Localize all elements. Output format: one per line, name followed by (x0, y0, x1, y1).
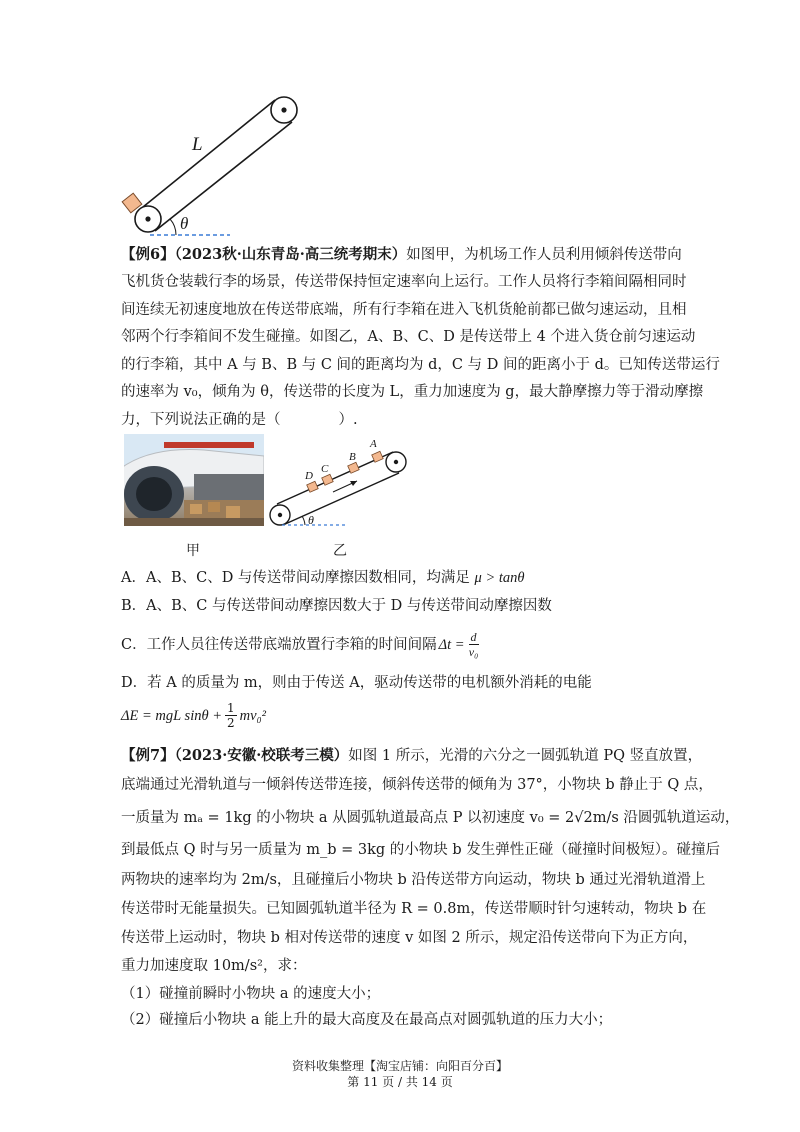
label-C: C (321, 463, 329, 475)
option-c-numerator: d (470, 630, 477, 644)
example-7-first-line (121, 746, 702, 766)
pulley-center-a (278, 513, 282, 517)
option-a-formula: μ > tanθ (474, 570, 525, 586)
example-6-first-line (121, 245, 682, 265)
example-7-text-5: 传送带时无能量损失。已知圆弧轨道半径为 R = 0.8m，传送带顺时针匀速转动，物块 b 在 (121, 901, 707, 917)
angle-label-theta: θ (180, 214, 189, 233)
example-7-text-0: 如图 1 所示，光滑的六分之一圆弧轨道 PQ 竖直放置， (348, 748, 703, 764)
label-B: B (349, 451, 356, 463)
angle-arc-2 (302, 516, 305, 525)
option-d-formula-tail: mv₀² (239, 707, 266, 724)
example-6-text-3: 邻两个行李箱间不发生碰撞。如图乙，A、B、C、D 是传送带上 4 个进入货仓前匀速运动 (121, 329, 696, 345)
photo-illustration (124, 434, 264, 526)
option-c-text: C．工作人员往传送带底端放置行李箱的时间间隔 (121, 636, 437, 653)
example-6-text-4: 的行李箱，其中 A 与 B、B 与 C 间的距离均为 d，C 与 D 间的距离小于 d。已知传送带运行 (121, 357, 720, 373)
label-D: D (305, 470, 313, 482)
label-A: A (370, 438, 377, 450)
airport-loading-photo (124, 434, 264, 526)
example-6-text-6: 力，下列说法正确的是（ ）. (121, 412, 358, 428)
option-d-numerator: 1 (227, 701, 235, 715)
example-6-source: （2023秋·山东青岛·高三统考期末） (174, 246, 407, 263)
option-d-formula (121, 701, 266, 730)
example-7-tag: 【例7】 (121, 747, 175, 764)
option-a-text: A．A、B、C、D 与传送带间动摩擦因数相同，均满足 (121, 570, 470, 586)
label-theta-2: θ (308, 513, 314, 527)
angle-arc (170, 219, 176, 235)
caption-yi: 乙 (333, 543, 347, 559)
example-7-text-3: 到最低点 Q 时与另一质量为 m_b = 3kg 的小物块 b 发生弹性正碰（碰撞时间极短）。碰撞后 (121, 842, 721, 858)
option-c-denominator: v₀ (468, 645, 479, 659)
belt-outline (135, 97, 297, 232)
option-d-formula-lhs: ΔE = mgL sinθ + (121, 707, 223, 724)
example-7-text-4: 两物块的速率均为 2m/s，且碰撞后小物块 b 沿传送带方向运动，物块 b 通过光滑轨道滑上 (121, 872, 706, 888)
option-d: D．若 A 的质量为 m，则由于传送 A，驱动传送带的电机额外消耗的电能 (121, 675, 592, 691)
pulley-center-top (281, 107, 286, 112)
option-d-denominator: 2 (227, 716, 235, 730)
conveyor-figure-2 (265, 430, 415, 530)
option-d-fraction (225, 701, 237, 730)
example-6-text-5: 的速率为 v₀，倾角为 θ，传送带的长度为 L，重力加速度为 g，最大静摩擦力等于滑动摩擦 (121, 384, 704, 400)
example-6-text-0: 如图甲，为机场工作人员利用倾斜传送带向 (406, 247, 682, 263)
example-6-text-2: 间连续无初速度地放在传送带底端，所有行李箱在进入飞机货舱前都已做匀速运动，且相 (121, 302, 687, 318)
example-6-text-1: 飞机货仓装载行李的场景，传送带保持恒定速率向上运行。工作人员将行李箱间隔相同时 (121, 274, 687, 290)
caption-jia: 甲 (186, 543, 200, 559)
option-a (121, 568, 525, 588)
option-c-fraction (469, 630, 479, 659)
example-7-text-2: 一质量为 mₐ = 1kg 的小物块 a 从圆弧轨道最高点 P 以初速度 v₀ = 2√2m/s 沿圆弧轨道运动， (121, 810, 740, 826)
option-b: B．A、B、C 与传送带间动摩擦因数大于 D 与传送带间动摩擦因数 (121, 598, 552, 614)
example-7-question-2: （2）碰撞后小物块 a 能上升的最大高度及在最高点对圆弧轨道的压力大小； (121, 1012, 613, 1028)
belt-outline-2 (270, 452, 406, 525)
pulley-center-bottom (145, 216, 150, 221)
example-6-tag: 【例6】 (121, 246, 175, 263)
pulley-center-b (394, 460, 398, 464)
example-7-text-1: 底端通过光滑轨道与一倾斜传送带连接，倾斜传送带的倾角为 37°，小物块 b 静止于 Q 点， (121, 777, 713, 793)
option-c-formula-lhs: Δt = (438, 636, 465, 653)
footer-page-number: 第 11 页 / 共 14 页 (347, 1075, 453, 1089)
conveyor-figure-1 (110, 90, 330, 240)
option-c (121, 630, 479, 659)
example-7-text-6: 传送带上运动时，物块 b 相对传送带的速度 v 如图 2 所示，规定沿传送带向下为正方向， (121, 930, 698, 946)
length-label-L: L (192, 134, 203, 155)
example-7-question-1: （1）碰撞前瞬时小物块 a 的速度大小； (121, 986, 381, 1002)
example-7-text-7: 重力加速度取 10m/s²，求： (121, 958, 307, 974)
footer-collector: 资料收集整理【淘宝店铺：向阳百分百】 (291, 1059, 508, 1073)
example-7-source: （2023·安徽·校联考三模） (174, 747, 349, 764)
